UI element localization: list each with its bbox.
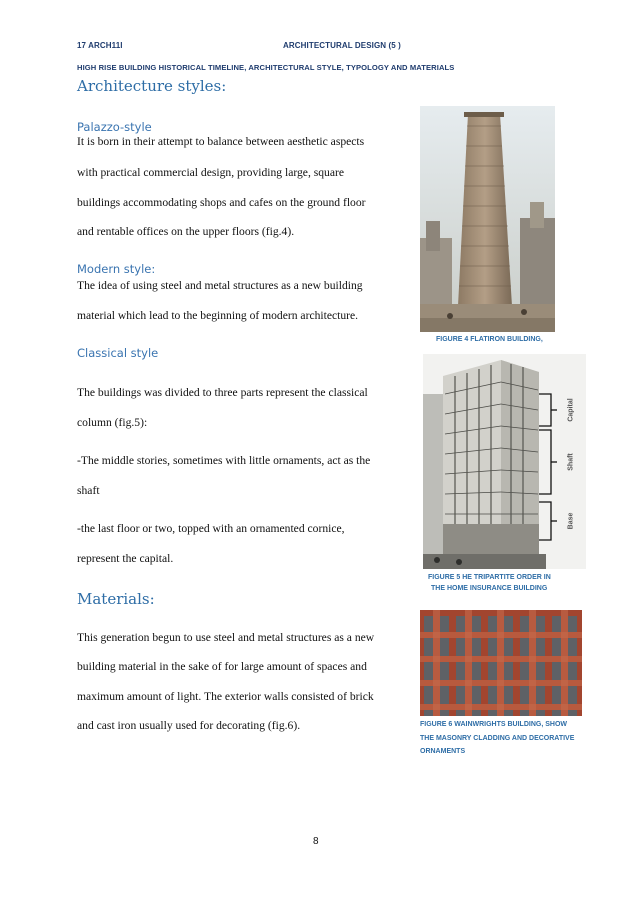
section-heading-materials: Materials: [77, 590, 155, 608]
classical-line-4: shaft [77, 484, 100, 497]
palazzo-line-3: buildings accommodating shops and cafes on the ground floor [77, 196, 366, 209]
figure-4-flatiron-image [420, 106, 555, 332]
classical-title: Classical style [77, 346, 159, 360]
palazzo-line-2: with practical commercial design, providing large, square [77, 166, 344, 179]
palazzo-line-4: and rentable offices on the upper floors (fig.4). [77, 225, 295, 238]
header-subject: ARCHITECTURAL DESIGN (5 ) [283, 41, 401, 50]
materials-line-2: building material in the sake of for large amount of spaces and [77, 660, 367, 673]
figure-5-label-base: Base [567, 512, 575, 530]
materials-line-4: and cast iron usually used for decorating (fig.6). [77, 719, 301, 732]
figure-6-caption-line-2: THE MASONRY CLADDING AND DECORATIVE [420, 735, 575, 742]
classical-line-2: column (fig.5): [77, 416, 148, 429]
classical-line-5: -the last floor or two, topped with an ornamented cornice, [77, 522, 345, 535]
palazzo-title: Palazzo-style [77, 120, 152, 134]
classical-line-1: The buildings was divided to three parts represent the classical [77, 386, 368, 399]
figure-5-label-shaft: Shaft [567, 453, 575, 471]
materials-line-1: This generation begun to use steel and metal structures as a new [77, 631, 375, 644]
materials-line-3: maximum amount of light. The exterior walls consisted of brick [77, 690, 374, 703]
figure-6-caption-line-3: ORNAMENTS [420, 748, 466, 755]
header-course: 17 ARCH11I [77, 41, 123, 50]
header-topic: HIGH RISE BUILDING HISTORICAL TIMELINE, ARCHITECTURAL STYLE, TYPOLOGY AND MATERIALS [77, 63, 455, 72]
modern-line-1: The idea of using steel and metal structures as a new building [77, 279, 363, 292]
classical-line-3: -The middle stories, sometimes with little ornaments, act as the [77, 454, 371, 467]
figure-5-caption-line-2: THE HOME INSURANCE BUILDING [431, 585, 548, 592]
figure-6-caption-line-1: FIGURE 6 WAINWRIGHTS BUILDING, SHOW [420, 721, 567, 728]
classical-line-6: represent the capital. [77, 552, 174, 565]
modern-title: Modern style: [77, 262, 156, 276]
figure-5-home-insurance-image [423, 354, 586, 569]
figure-4-caption: FIGURE 4 FLATIRON BUILDING, [436, 336, 543, 343]
figure-5-label-capital: Capital [567, 398, 575, 422]
palazzo-line-1: It is born in their attempt to balance between aesthetic aspects [77, 135, 365, 148]
section-heading-architecture-styles: Architecture styles: [77, 77, 227, 95]
modern-line-2: material which lead to the beginning of modern architecture. [77, 309, 359, 322]
page-number: 8 [313, 836, 319, 847]
figure-5-caption-line-1: FIGURE 5 HE TRIPARTITE ORDER IN [428, 574, 551, 581]
figure-6-wainwright-image [420, 610, 582, 716]
